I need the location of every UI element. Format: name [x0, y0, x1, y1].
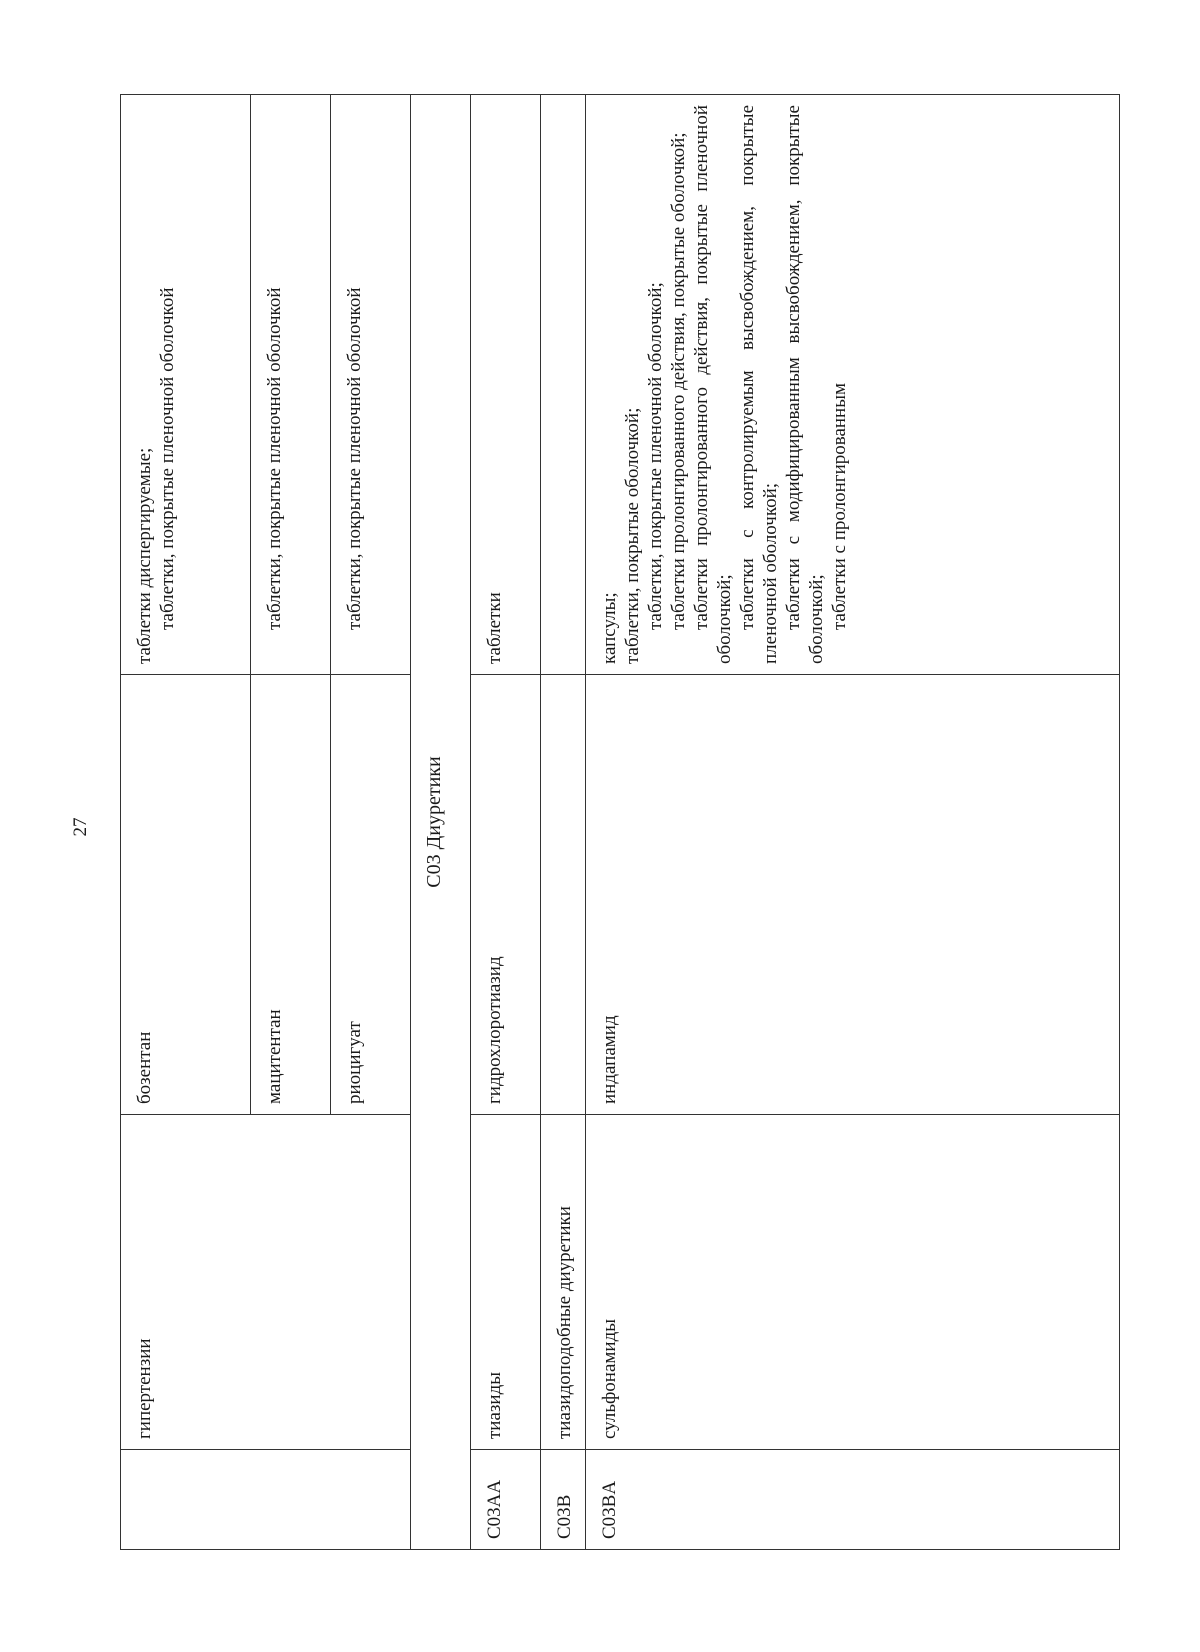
form-line: таблетки, покрытые пленочной оболочкой;: [645, 282, 666, 630]
form-line: таблетки, покрытые пленочной оболочкой: [264, 287, 285, 630]
form-line: таблетки, покрытые пленочной оболочкой: [344, 287, 365, 630]
table-row: [471, 95, 541, 1550]
substance-cell: риоцигуат: [331, 675, 411, 1115]
group-name-cell: гипертензии: [121, 1115, 411, 1450]
forms-cell: [331, 95, 411, 675]
form-line: таблетки с контролируемым высвобождением, покрытые пленочной оболочкой;: [737, 105, 781, 664]
form-line: таблетки диспергируемые;: [134, 447, 155, 664]
substance-cell: гидрохлоротиазид: [471, 675, 541, 1115]
atc-code-cell: C03BA: [586, 1450, 1120, 1550]
group-name-cell: тиазидоподобные диуретики: [541, 1115, 586, 1450]
substance-cell: [541, 675, 586, 1115]
form-line: таблетки: [484, 592, 505, 664]
page-number: 27: [70, 817, 91, 837]
atc-code-cell: C03AA: [471, 1450, 541, 1550]
table-row: [586, 95, 1120, 1550]
group-name-cell: тиазиды: [471, 1115, 541, 1450]
section-row: [411, 95, 471, 1550]
rotated-table-container: [120, 95, 1120, 1550]
substance-cell: индапамид: [586, 675, 1120, 1115]
form-line: таблетки, покрытые пленочной оболочкой: [157, 287, 178, 630]
atc-code-cell: C03B: [541, 1450, 586, 1550]
form-line: таблетки с модифицированным высвобождением, покрытые оболочкой;: [783, 105, 827, 664]
form-line: таблетки, покрытые оболочкой;: [622, 407, 643, 664]
substance-cell: мацитентан: [251, 675, 331, 1115]
form-line: таблетки пролонгированного действия, покрытые оболочкой;: [668, 132, 689, 630]
group-name-cell: сульфонамиды: [586, 1115, 1120, 1450]
table-row: [541, 95, 586, 1550]
atc-code-cell: [121, 1450, 411, 1550]
section-title: C03 Диуретики: [423, 756, 445, 888]
form-line: капсулы;: [599, 592, 620, 664]
forms-cell: [541, 95, 586, 675]
section-header-cell: [411, 95, 471, 1550]
forms-cell: [121, 95, 251, 675]
forms-cell: [251, 95, 331, 675]
table-frame: [120, 95, 1120, 1550]
forms-cell: [471, 95, 541, 675]
substance-cell: бозентан: [121, 675, 251, 1115]
form-line: таблетки пролонгированного действия, покрытые пленочной оболочкой;: [691, 105, 735, 664]
form-line: таблетки с пролонгированным: [829, 382, 850, 630]
drug-table: [120, 94, 1120, 1550]
table-row: [121, 95, 251, 1550]
forms-cell: [586, 95, 1120, 675]
